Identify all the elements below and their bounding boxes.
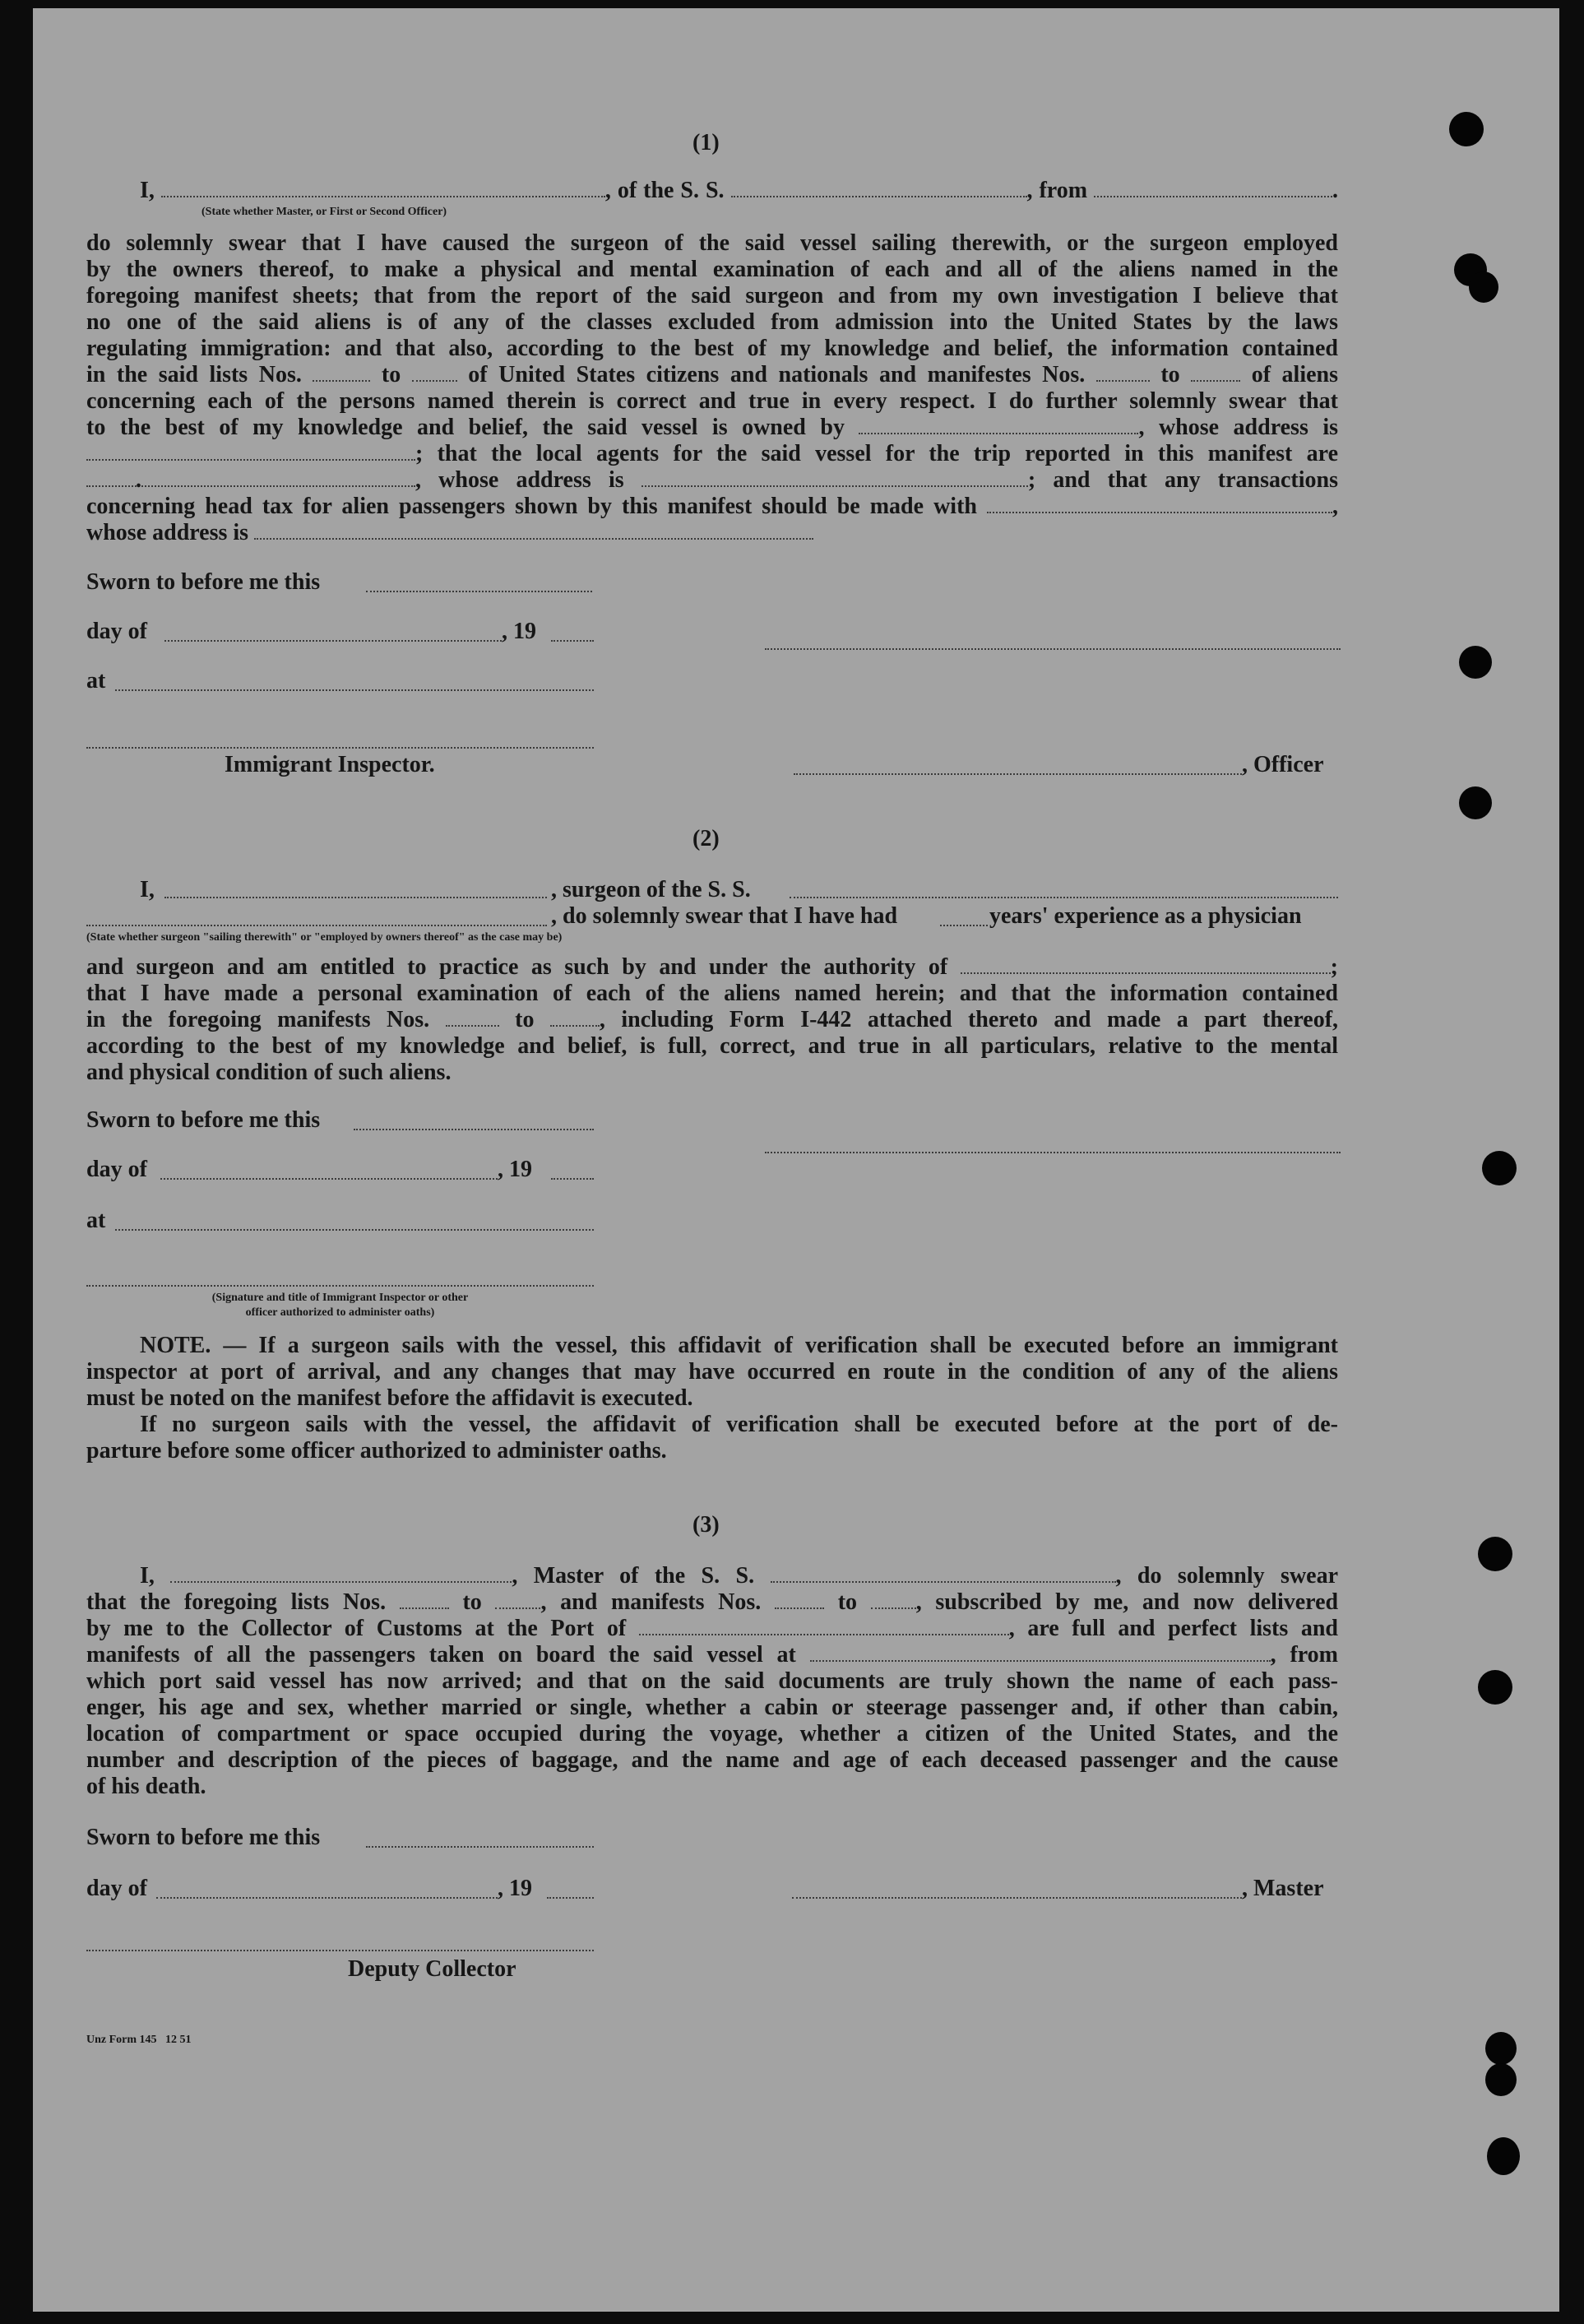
lists-from-field[interactable] <box>313 362 370 382</box>
section3-text-line: location of compartment or space occupied during the voyage, whether a citizen of the United States, and the <box>86 1721 1338 1746</box>
section2-line4: in the foregoing manifests Nos. to , including Form I-442 attached thereto and made a part thereof, <box>86 1007 1339 1032</box>
section3-line1: that the foregoing lists Nos. to , and manifests Nos. to , subscribed by me, and now delivered <box>86 1589 1339 1615</box>
departure-port-field[interactable] <box>1094 178 1332 197</box>
years-experience-field[interactable] <box>940 925 988 926</box>
sworn-label-2: Sworn to before me this <box>86 1107 321 1133</box>
section1-line9: ; that the local agents for the said vessel for the trip reported in this manifest are <box>86 441 1338 467</box>
officer-rank-note: (State whether Master, or First or Second Officer) <box>201 206 447 218</box>
binder-hole <box>1459 786 1492 819</box>
binder-hole <box>1478 1670 1512 1705</box>
officer-label: , Officer <box>1242 752 1324 777</box>
master-name-field[interactable] <box>170 1563 512 1583</box>
surgeon-vessel-field[interactable] <box>790 897 1338 898</box>
deputy-collector-label: Deputy Collector <box>348 1956 516 1982</box>
section2-text-line: that I have made a personal examination of each of the aliens named herein; and that the information contained <box>86 981 1338 1006</box>
lists-to-field[interactable] <box>412 362 457 382</box>
binder-hole <box>1485 2032 1517 2065</box>
month-field-2[interactable] <box>160 1178 498 1180</box>
year-label-3: , 19 <box>498 1876 532 1901</box>
section3-text-line: which port said vessel has now arrived; and that on the said documents are truly shown the name of each pass- <box>86 1668 1338 1694</box>
section2-text-line: and physical condition of such aliens. <box>86 1060 452 1085</box>
head-tax-party-field[interactable] <box>987 494 1332 513</box>
administering-officer-signature-line[interactable] <box>86 1285 594 1287</box>
officer-signature-line-top[interactable] <box>765 648 1341 650</box>
form-id: Unz Form 145 12 51 <box>86 2034 192 2046</box>
vessel-name-field[interactable] <box>731 178 1027 197</box>
surgeon-manifest-from-field[interactable] <box>446 1007 499 1027</box>
sworn-day-field[interactable] <box>366 591 592 592</box>
surgeon-type-note: (State whether surgeon "sailing therewith" or "employed by owners thereof" as the case may be) <box>86 931 563 944</box>
place-field[interactable] <box>115 689 594 691</box>
customs-port-field[interactable] <box>639 1616 1009 1635</box>
section2-surgeon-label: , surgeon of the S. S. <box>551 877 751 902</box>
day-of-label-3: day of <box>86 1876 147 1901</box>
section1-line12: whose address is <box>86 520 1338 546</box>
section2-line2: and surgeon and am entitled to practice as such by and under the authority of ; <box>86 954 1338 980</box>
sworn-day-field-3[interactable] <box>366 1846 594 1848</box>
section1-text-line: foregoing manifest sheets; that from the report of the said surgeon and from my own investigation I believe that <box>86 283 1338 308</box>
year-field-3[interactable] <box>547 1897 594 1899</box>
section1-line0: I, , of the S. S. , from . <box>140 178 1339 203</box>
year-field[interactable] <box>551 640 594 642</box>
surgeon-signature-line[interactable] <box>765 1152 1341 1153</box>
inspector-signature-line[interactable] <box>86 747 594 749</box>
note-line: If no surgeon sails with the vessel, the affidavit of verification shall be executed before at the port of de- <box>140 1412 1338 1437</box>
year-label: , 19 <box>502 619 536 644</box>
binder-hole <box>1478 1537 1512 1571</box>
binder-hole <box>1487 2137 1520 2175</box>
section2-i-label: I, <box>140 877 155 902</box>
note-line: parture before some officer authorized to administer oaths. <box>86 1438 667 1464</box>
officer-signature-line[interactable] <box>794 773 1242 775</box>
signature-note-2: officer authorized to administer oaths) <box>245 1306 435 1319</box>
signature-note-1: (Signature and title of Immigrant Inspector or other <box>211 1292 469 1304</box>
sworn-day-field-2[interactable] <box>354 1129 594 1130</box>
section1-text-line: concerning each of the persons named therein is correct and true in every respect. I do further solemnly swear that <box>86 388 1338 414</box>
section3-line0: I, , Master of the S. S. , do solemnly swear <box>140 1563 1339 1589</box>
boarding-port-field[interactable] <box>810 1642 1271 1662</box>
section2-line1b: years' experience as a physician <box>989 903 1302 929</box>
agents-address-field[interactable] <box>641 467 1028 487</box>
note-line: must be noted on the manifest before the affidavit is executed. <box>86 1385 693 1411</box>
manifests-from-field[interactable] <box>1096 362 1150 382</box>
binder-hole <box>1482 1151 1517 1185</box>
section1-number: (1) <box>692 130 720 155</box>
master-manifests-from-field[interactable] <box>775 1589 824 1609</box>
section1-text-line: do solemnly swear that I have caused the surgeon of the said vessel sailing therewith, or the surgeon employed <box>86 230 1338 256</box>
master-manifests-to-field[interactable] <box>871 1589 916 1609</box>
section3-text-line: enger, his age and sex, whether married or single, whether a cabin or steerage passenger and, if other than cabin, <box>86 1695 1338 1720</box>
head-tax-address-field[interactable] <box>254 520 813 540</box>
section2-line1a: , do solemnly swear that I have had <box>551 903 898 929</box>
section2-text-line: according to the best of my knowledge and belief, is full, correct, and true in all particulars, relative to the mental <box>86 1033 1338 1059</box>
month-field-3[interactable] <box>156 1897 498 1899</box>
binder-hole <box>1469 271 1498 303</box>
sworn-label-3: Sworn to before me this <box>86 1825 321 1850</box>
surgeon-manifest-to-field[interactable] <box>550 1007 600 1027</box>
month-field[interactable] <box>164 640 502 642</box>
section1-line6: in the said lists Nos. to of United States citizens and nationals and manifestes Nos. to of aliens <box>86 362 1339 387</box>
surgeon-name-field[interactable] <box>164 897 547 898</box>
binder-hole <box>1449 112 1484 146</box>
year-label-2: , 19 <box>498 1157 532 1182</box>
section3-text-line: number and description of the pieces of baggage, and the name and age of each deceased passenger and the cause <box>86 1747 1338 1773</box>
year-field-2[interactable] <box>551 1178 594 1180</box>
section3-number: (3) <box>692 1512 720 1538</box>
section1-text-line: no one of the said aliens is of any of the classes excluded from admission into the United States by the laws <box>86 309 1338 335</box>
note-line: inspector at port of arrival, and any changes that may have occurred en route in the condition of any of the aliens <box>86 1359 1338 1385</box>
section1-text-line: by the owners thereof, to make a physical and mental examination of each and all of the aliens named in the <box>86 257 1338 282</box>
master-lists-from-field[interactable] <box>400 1589 449 1609</box>
day-of-label-2: day of <box>86 1157 147 1182</box>
master-lists-to-field[interactable] <box>495 1589 540 1609</box>
at-label-2: at <box>86 1208 106 1233</box>
section3-line3: manifests of all the passengers taken on board the said vessel at , from <box>86 1642 1339 1668</box>
master-signature-line[interactable] <box>792 1897 1242 1899</box>
practice-authority-field[interactable] <box>961 954 1331 974</box>
surgeon-type-field[interactable] <box>86 925 547 926</box>
owner-address-field[interactable] <box>86 441 415 461</box>
binder-hole <box>1459 646 1492 679</box>
sworn-label: Sworn to before me this <box>86 569 321 595</box>
manifests-to-field[interactable] <box>1191 362 1240 382</box>
section3-line2: by me to the Collector of Customs at the Port of , are full and perfect lists and <box>86 1616 1338 1641</box>
section1-text-line: regulating immigration: and that also, according to the best of my knowledge and belief, the information contained <box>86 336 1338 361</box>
officer-rank-field[interactable] <box>161 178 605 197</box>
section3-text-line: of his death. <box>86 1774 206 1799</box>
binder-hole <box>1485 2063 1517 2096</box>
inspector-label: Immigrant Inspector. <box>225 752 435 777</box>
section1-line8: to the best of my knowledge and belief, the said vessel is owned by , whose address is <box>86 415 1339 440</box>
deputy-collector-signature-line[interactable] <box>86 1950 594 1951</box>
place-field-2[interactable] <box>115 1229 594 1231</box>
owner-field[interactable] <box>859 415 1138 434</box>
section1-line11: concerning head tax for alien passengers shown by this manifest should be made with , <box>86 494 1339 519</box>
day-of-label: day of <box>86 619 147 644</box>
note-line: NOTE. — If a surgeon sails with the vessel, this affidavit of verification shall be executed before an immigrant <box>140 1333 1338 1358</box>
at-label: at <box>86 668 106 693</box>
master-vessel-field[interactable] <box>771 1563 1116 1583</box>
master-label: , Master <box>1242 1876 1324 1901</box>
section2-number: (2) <box>692 826 720 851</box>
local-agents-field[interactable]: . <box>86 467 415 487</box>
section1-line10: . , whose address is ; and that any transactions <box>86 467 1338 494</box>
